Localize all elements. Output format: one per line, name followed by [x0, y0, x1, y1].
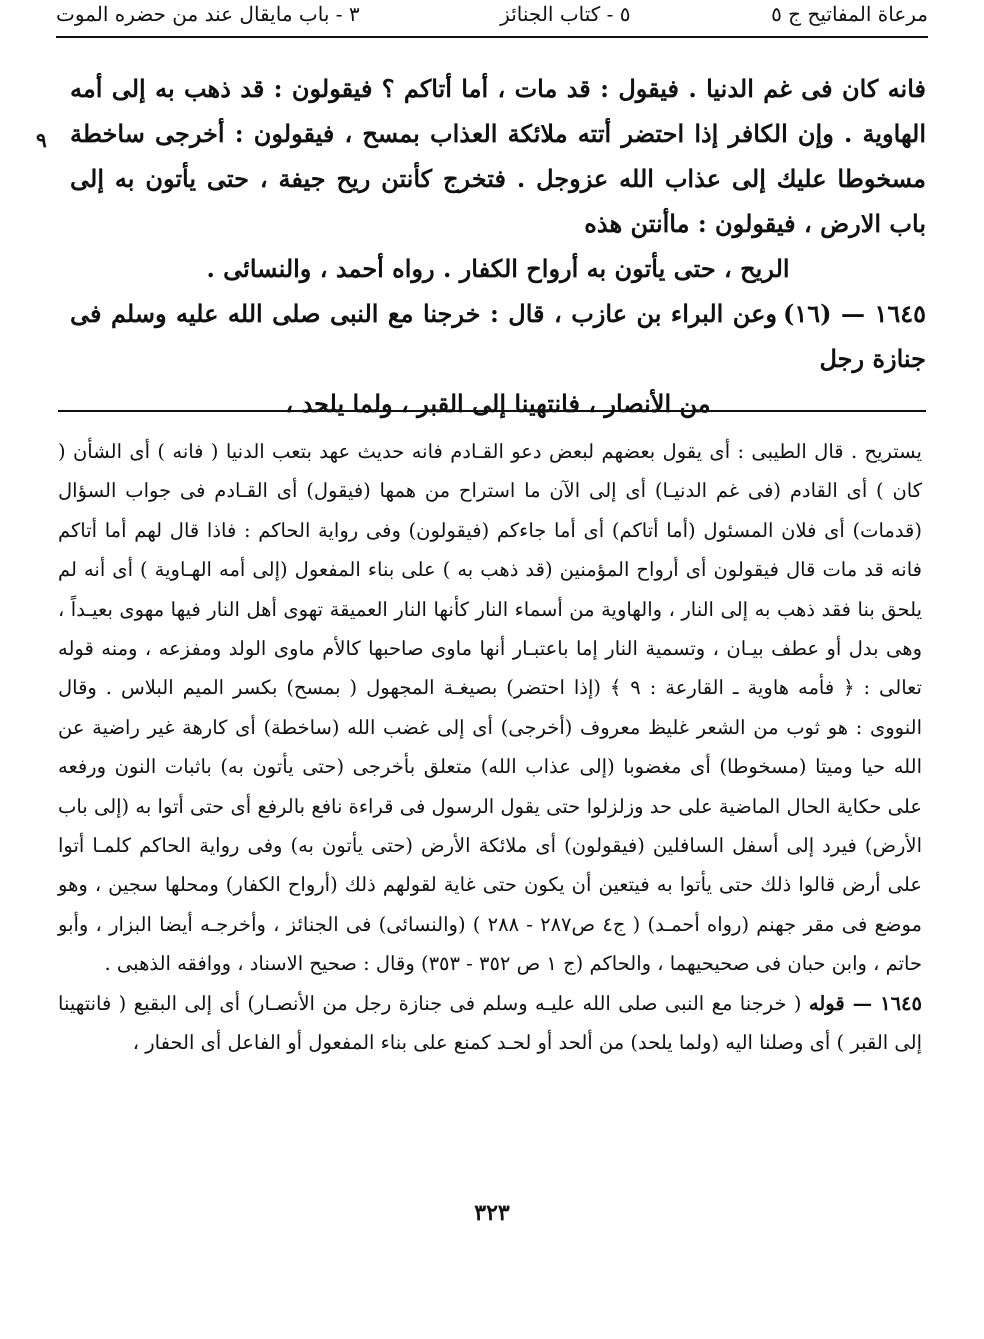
- header-rule: [56, 36, 928, 38]
- commentary-text: [58, 432, 922, 1063]
- hadith-paragraph: فانه كان فى غم الدنيا . فيقول : قد مات ، أما أتاكم ؟ فيقولون : قد ذهب به إلى أمه الهاوية . وإن الكافر إذا احتضر أتته ملائكة العذاب بمسح ، فيقولون : أخرجى ساخطة مسخوطا عليك إلى عذاب الله عزوجل . فتخرج كأنتن ريح جيفة ، حتى يأتون به إلى باب الارض ، فيقولون : ماأنتن هذه: [70, 74, 926, 238]
- hadith-paragraph: [70, 291, 926, 381]
- commentary-body: ( خرجنا مع النبى صلى الله عليـه وسلم فى جنازة رجل من الأنصـار) أى إلى البقيع ( فانتهينا إلى القبر ) أى وصلنا اليه (ولما يلحد) من ألحد أو لحـد كمنع على بناء المفعول أو الفاعل أى الحفار ،: [58, 991, 922, 1055]
- page-number: ٣٢٣: [474, 1200, 510, 1226]
- hadith-paragraph-end: من الأنصار ، فانتهينا إلى القبر ، ولما يلحد ،: [285, 389, 711, 418]
- hadith-number: ١٦٤٥ — (١٦): [782, 299, 926, 328]
- section-title: ٣ - باب مايقال عند من حضره الموت: [56, 2, 360, 26]
- book-title: مرعاة المفاتيح ج ٥: [771, 2, 928, 26]
- section-divider: [58, 410, 926, 412]
- commentary-paragraph: [58, 984, 922, 1063]
- commentary-paragraph: يستريح . قال الطيبى : أى يقول بعضهم لبعض دعو القـادم فانه حديث عهد بتعب الدنيا ( فانه ) أى الشأن ( كان ) أى القادم (فى غم الدنيـا) أى إلى الآن ما استراح من همها (فيقول) أى القـادم فى جواب السؤال (قدمات) أى فلان المسئول (أما أتاكم) أى أما جاءكم (فيقولون) وفى رواية الحاكم : فاذا قال لهم أما أتاكم فانه قد مات قال فيقولون أى أرواح المؤمنين (قد ذهب به ) على بناء المفعول (إلى أمه الهـاوية ) أى أنه لم يلحق بنا فقد ذهب به إلى النار ، والهاوية من أسماء النار كأنها النار العميقة تهوى أهل النار فيها مهوى بعيـداً ، وهى بدل أو عطف بيـان ، وتسمية النار إما باعتبـار أنها ماوى صاحبها كالأم ماوى الولد ومفزعه ، ومنه قوله تعالى : ﴿ فأمه هاوية ـ القارعة : ٩ ﴾ (إذا احتضر) بصيغـة المجهول ( بمسح) بكسر الميم البلاس . وقال النووى : هو ثوب من الشعر غليظ معروف (أخرجى) أى إلى غضب الله (ساخطة) أى كارهة غير راضية عن الله حيا وميتا (مسخوطا) أى مغضوبا (إلى عذاب الله) متعلق بأخرجى (حتى يأتون به) باثبات النون ورفعه على حكاية الحال الماضية على حد وزلزلوا حتى يقول الرسول فى قراءة نافع بالرفع أى حتى أتوا به (إلى باب الأرض) فيرد إلى أسفل السافلين (فيقولون) أى ملائكة الأرض (حتى يأتون به) وفى رواية الحاكم كلمـا أتوا على أرض قالوا ذلك حتى يأتوا به فيتعين أن يكون حتى غاية لقولهم ذلك (أرواح الكفار) ومحلها سجين ، وهو موضع فى مقر جهنم (رواه أحمـد) ( ج٤ ص٢٨٧ - ٢٨٨ ) (والنسائى) فى الجنائز ، وأخرجـه أيضا البزار ، وأبو حاتم ، وابن حبان فى صحيحيهما ، والحاكم (ج ١ ص ٣٥٢ - ٣٥٣) وقال : صحيح الاسناد ، ووافقه الذهبى .: [58, 440, 922, 976]
- hadith-body: وعن البراء بن عازب ، قال : خرجنا مع النبى صلى الله عليه وسلم فى جنازة رجل: [70, 299, 926, 373]
- margin-note-marker: ٩: [36, 128, 47, 152]
- running-header: [56, 0, 928, 28]
- hadith-text: [70, 66, 926, 426]
- hadith-paragraph-end: الريح ، حتى يأتون به أرواح الكفار . رواه أحمد ، والنسائى .: [206, 254, 790, 283]
- chapter-title: ٥ - كتاب الجنائز: [500, 2, 631, 26]
- commentary-lead: ١٦٤٥ — قوله: [808, 991, 923, 1015]
